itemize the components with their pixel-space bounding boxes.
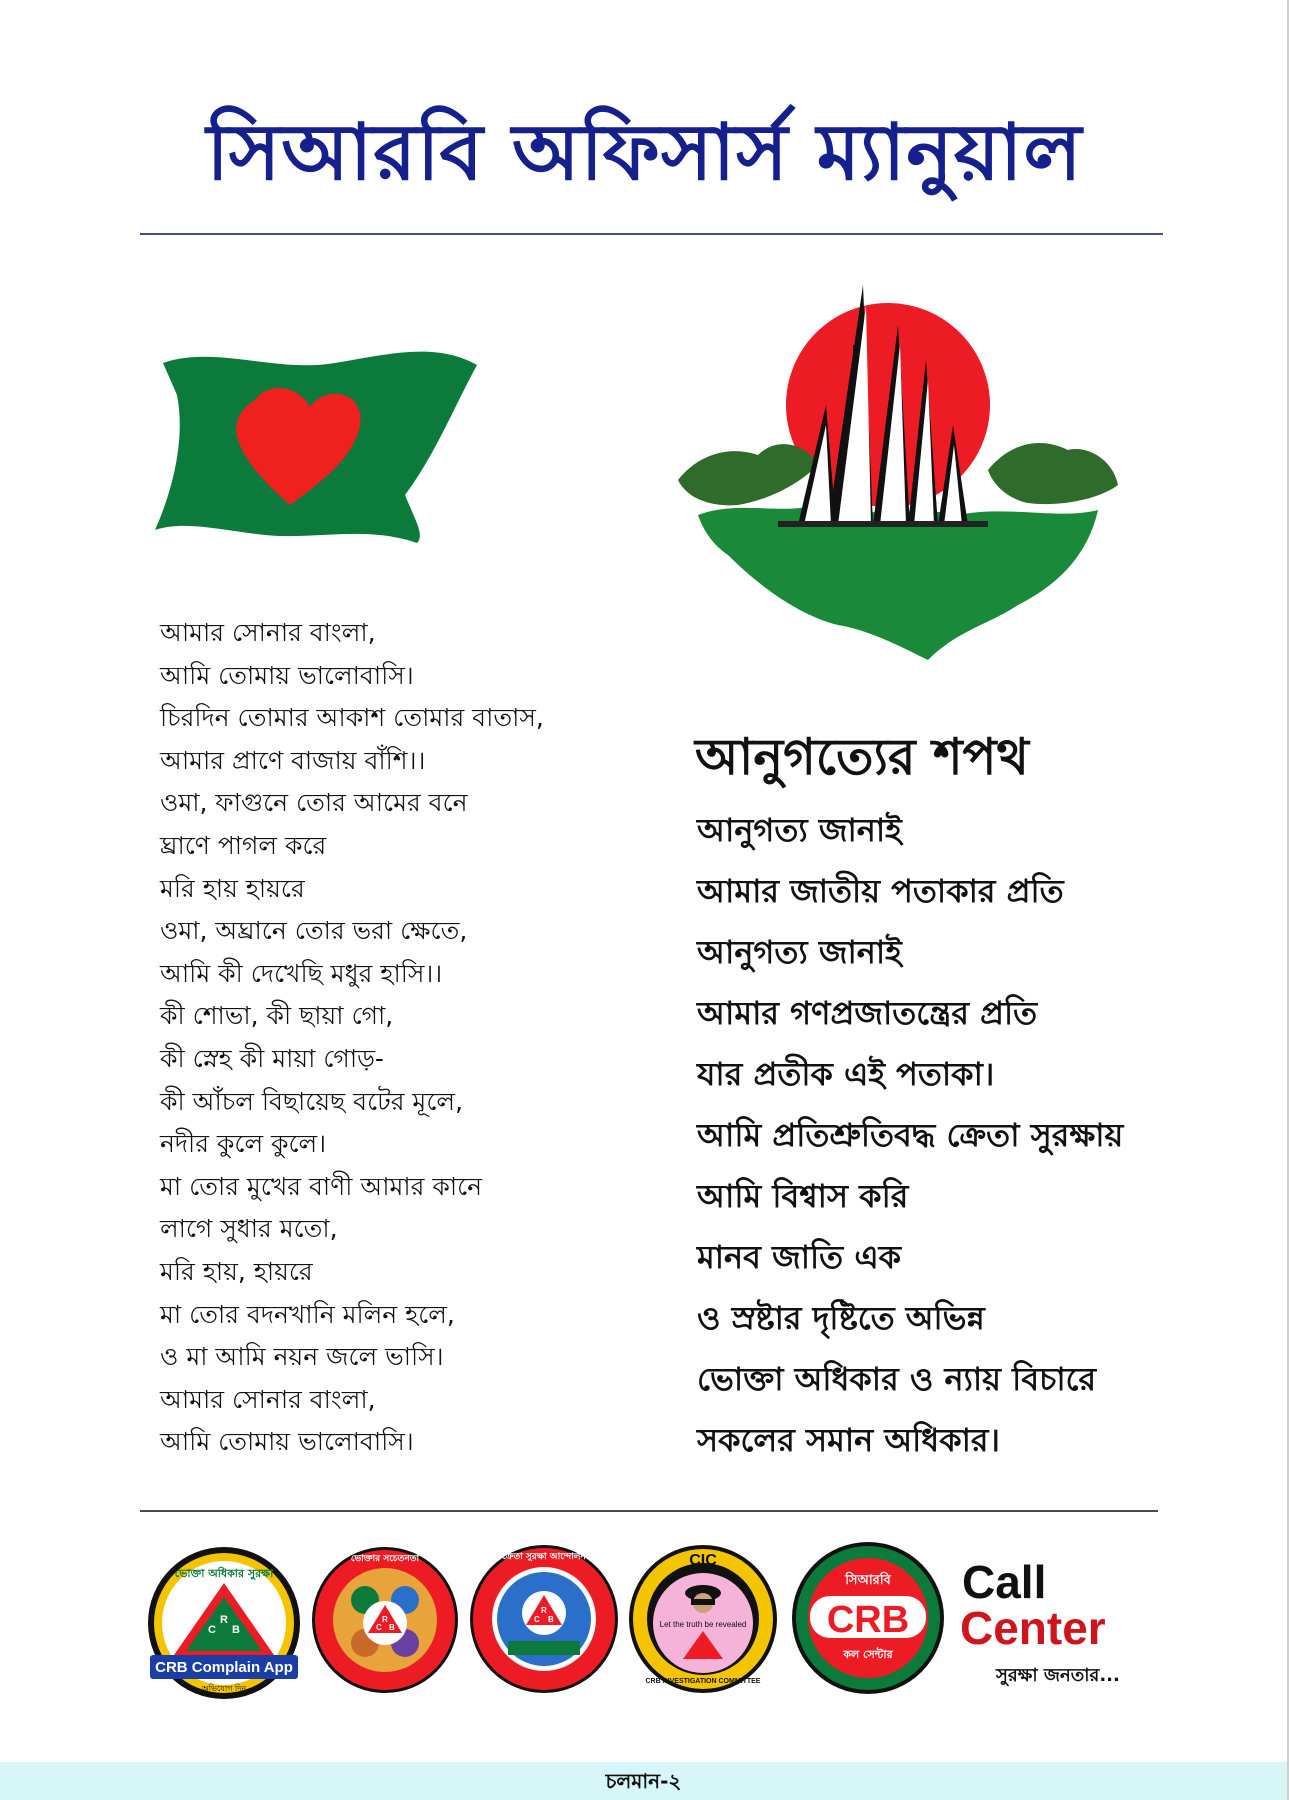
anthem-line: ওমা, ফাগুনে তোর আমের বনে [160, 788, 468, 818]
anthem-line: ওমা, অঘ্রানে তোর ভরা ক্ষেতে, [160, 916, 468, 946]
logo2-ring-text: ভোক্তার সচেতনতা [350, 1554, 420, 1564]
top-divider [140, 233, 1163, 235]
page-footer: চলমান-২ [0, 1762, 1287, 1800]
anthem-line: মা তোর বদনখানি মলিন হলে, [160, 1299, 455, 1329]
anthem-line: কী স্নেহ কী মায়া গোড়- [160, 1043, 384, 1073]
logo3-letter: B [548, 1615, 554, 1624]
anthem-line: আমার সোনার বাংলা, [160, 618, 376, 647]
anthem-line: কী শোভা, কী ছায়া গো, [160, 1001, 394, 1031]
bottom-divider [140, 1510, 1158, 1512]
anthem-line: আমার প্রাণে বাজায় বাঁশি।। [160, 745, 426, 775]
page-title: সিআরবি অফিসার্স ম্যানুয়াল [206, 108, 1083, 198]
oath-line: আনুগত্য জানাই [697, 811, 902, 849]
cic-investigation-logo [627, 1543, 779, 1695]
logo1-top-text: ভোক্তা অধিকার সুরক্ষা [174, 1567, 274, 1580]
oath-line: যার প্রতীক এই পতাকা। [697, 1055, 995, 1093]
logo5-top: সিআরবি [845, 1573, 891, 1588]
logo4-motto: Let the truth be revealed [659, 1620, 747, 1629]
crb-complain-app-logo [146, 1545, 302, 1701]
logo1-letter: C [208, 1624, 216, 1636]
oath-line: ও স্রষ্টার দৃষ্টিতে অভিন্ন [697, 1299, 985, 1337]
anthem-line: মরি হায়, হায়রে [160, 1256, 313, 1286]
logo2-letter: R [382, 1615, 388, 1624]
logo1-sub: অভিযোগ দিন [201, 1684, 247, 1693]
anthem-line: আমি তোমায় ভালোবাসি। [160, 1427, 414, 1457]
oath-title: আনুগত্যের শপথ [695, 728, 1029, 786]
anthem-line: ও মা আমি নয়ন জলে ভাসি। [160, 1342, 444, 1372]
logo3-letter: C [534, 1615, 540, 1624]
logo2-letter: B [389, 1623, 395, 1632]
anthem-line: আমি তোমায় ভালোবাসি। [160, 660, 414, 690]
logo4-top: CIC [689, 1552, 717, 1569]
logo4-bottom: CRB INVESTIGATION COMMITTEE [645, 1678, 761, 1685]
oath-line: আমি প্রতিশ্রুতিবদ্ধ ক্রেতা সুরক্ষায় [697, 1116, 1124, 1154]
oath-line: আমার গণপ্রজাতন্ত্রের প্রতি [697, 994, 1038, 1032]
crb-awareness-logo [310, 1545, 460, 1695]
anthem-line: মা তোর মুখের বাণী আমার কানে [160, 1171, 483, 1201]
logo3-letter: R [541, 1606, 547, 1615]
oath-line: মানব জাতি এক [697, 1238, 902, 1276]
logo2-letter: C [376, 1623, 382, 1632]
anthem-line: নদীর কুলে কুলে। [160, 1129, 327, 1159]
logo1-letter: B [232, 1624, 240, 1636]
anthem-line: কী আঁচল বিছায়েছ বটের মূলে, [160, 1086, 463, 1116]
anthem-line: চিরদিন তোমার আকাশ তোমার বাতাস, [160, 703, 544, 733]
logo3-ring-text: ক্রেতা সুরক্ষা আন্দোলন [502, 1552, 586, 1562]
call-text: Call [962, 1556, 1047, 1608]
oath-line: আমার জাতীয় পতাকার প্রতি [697, 872, 1064, 910]
anthem-line: মরি হায় হায়রে [160, 873, 305, 903]
logo5-bottom: কল সেন্টার [843, 1648, 893, 1661]
anthem-line: লাগে সুধার মতো, [160, 1214, 338, 1244]
oath-line: ভোক্তা অধিকার ও ন্যায় বিচারে [697, 1360, 1097, 1398]
crb-call-center-logo [788, 1540, 948, 1696]
oath-line: আনুগত্য জানাই [697, 933, 902, 971]
logo1-letter: R [220, 1614, 228, 1626]
national-memorial-icon [658, 285, 1138, 670]
bangladesh-flag-icon [155, 345, 485, 545]
logo1-banner: CRB Complain App [155, 1659, 293, 1676]
call-center-wordmark [958, 1555, 1158, 1695]
oath-text [697, 800, 1197, 1471]
oath-line: সকলের সমান অধিকার। [697, 1421, 1000, 1459]
anthem-line: আমি কী দেখেছি মধুর হাসি।। [160, 958, 443, 988]
center-text: Center [960, 1602, 1106, 1654]
call-center-tagline: সুরক্ষা জনতার... [996, 1665, 1120, 1686]
anthem-line: আমার সোনার বাংলা, [160, 1384, 376, 1414]
national-anthem [160, 612, 630, 1464]
anthem-line: ঘ্রাণে পাগল করে [160, 830, 327, 860]
logo5-main: CRB [826, 1599, 910, 1641]
crb-consumer-movement-logo [468, 1543, 620, 1695]
oath-line: আমি বিশ্বাস করি [697, 1177, 909, 1215]
